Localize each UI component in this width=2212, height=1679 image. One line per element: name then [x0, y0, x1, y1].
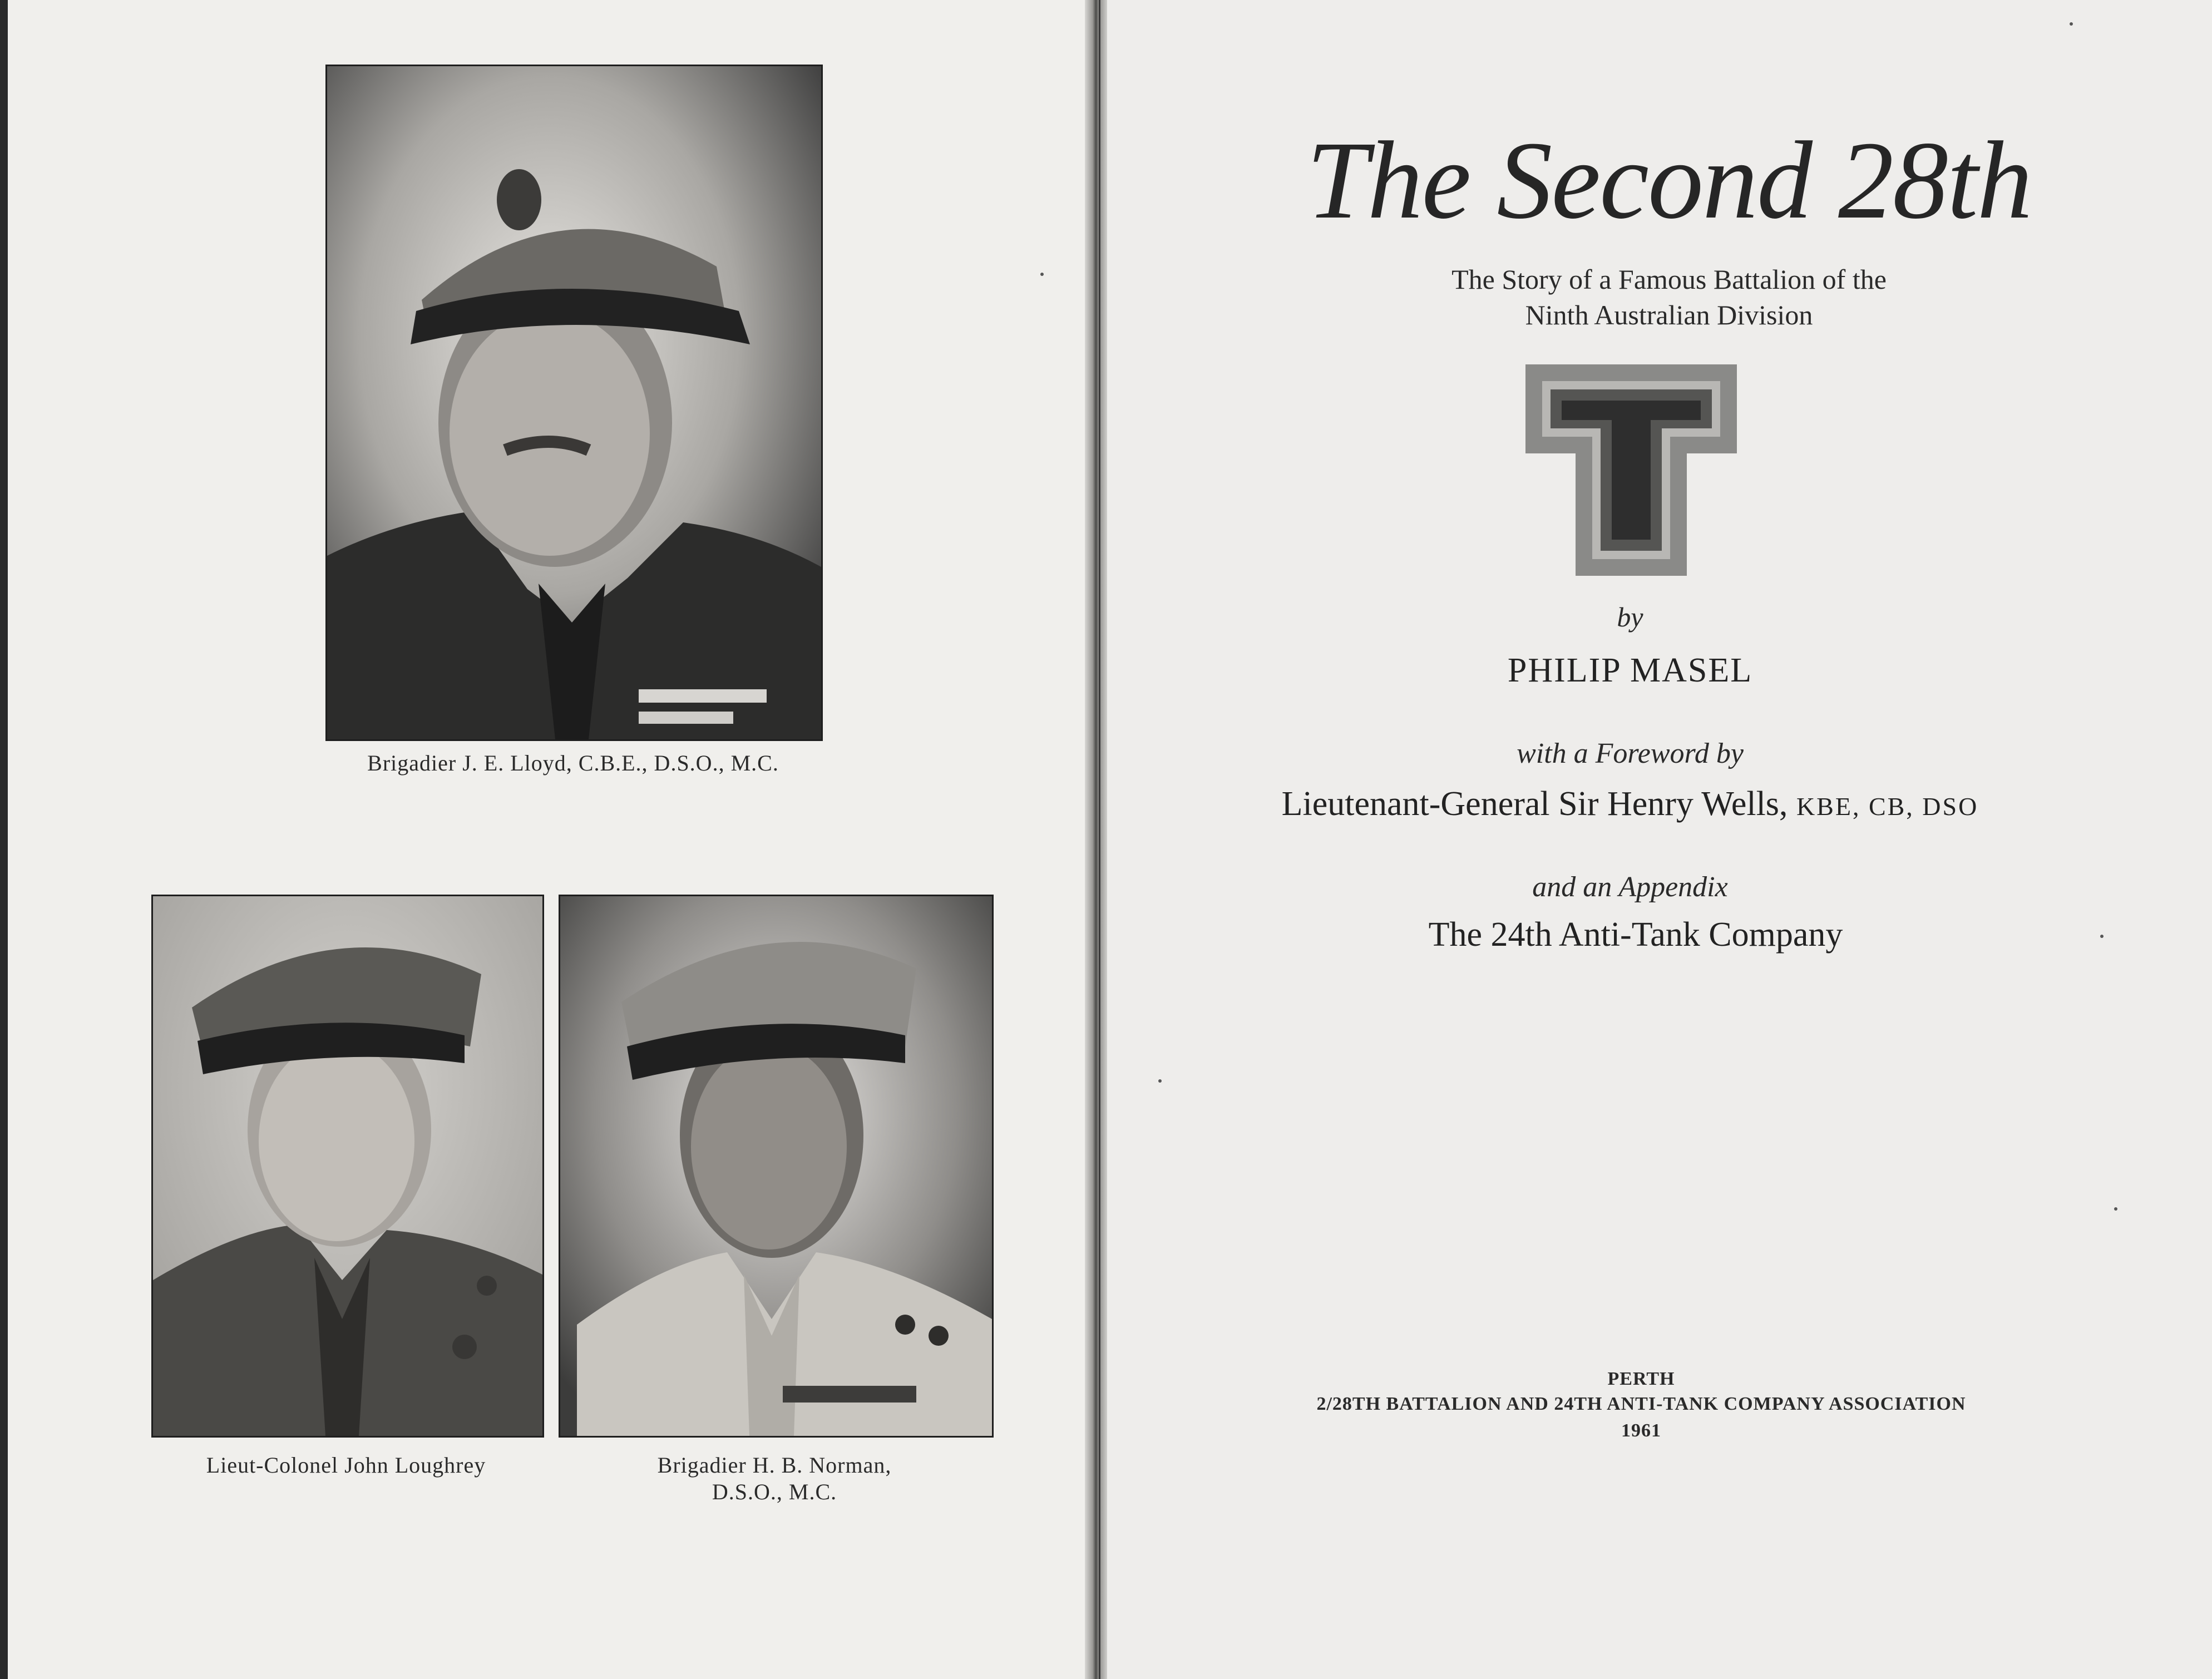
gutter-line — [1099, 0, 1100, 1679]
scan-speck — [2100, 935, 2104, 938]
portrait-loughrey-photo — [151, 895, 544, 1438]
imprint-city: PERTH — [1607, 1369, 1675, 1389]
foreword-label: with a Foreword by — [1517, 738, 1744, 769]
foreword-author-honours: KBE, CB, DSO — [1796, 792, 1979, 821]
imprint-association: 2/28TH BATTALION AND 24TH ANTI-TANK COMPANY ASSOCIATION — [1316, 1394, 1966, 1414]
caption-lloyd: Brigadier J. E. Lloyd, C.B.E., D.S.O., M.C. — [367, 750, 779, 776]
appendix-label: and an Appendix — [1532, 871, 1728, 903]
page-edge-shadow — [0, 0, 8, 1679]
caption-loughrey: Lieut-Colonel John Loughrey — [206, 1453, 486, 1478]
foreword-author — [1213, 784, 2047, 824]
foreword-author-name: Lieutenant-General Sir Henry Wells, — [1281, 785, 1788, 823]
portrait-norman-photo — [559, 895, 994, 1438]
scan-speck — [1040, 273, 1044, 276]
imprint-year: 1961 — [1621, 1420, 1661, 1441]
portrait-lloyd-photo — [325, 65, 823, 741]
scan-speck — [1158, 1079, 1162, 1083]
book-gutter — [1085, 0, 1107, 1679]
t-shaped-unit-colour-patch-icon — [1525, 364, 1737, 576]
subtitle-line-1: The Story of a Famous Battalion of the — [1451, 264, 1887, 295]
author-name: PHILIP MASEL — [1507, 651, 1753, 689]
appendix-title: The 24th Anti-Tank Company — [1428, 916, 1843, 954]
caption-norman-line1: Brigadier H. B. Norman, — [657, 1453, 892, 1478]
by-label: by — [1617, 601, 1643, 633]
subtitle-line-2: Ninth Australian Division — [1525, 299, 1813, 330]
subtitle — [1280, 261, 2058, 333]
caption-norman-line2: D.S.O., M.C. — [712, 1479, 837, 1504]
book-title: The Second 28th — [1306, 119, 2032, 242]
scan-speck — [2114, 1207, 2117, 1211]
scan-speck — [2070, 22, 2073, 26]
